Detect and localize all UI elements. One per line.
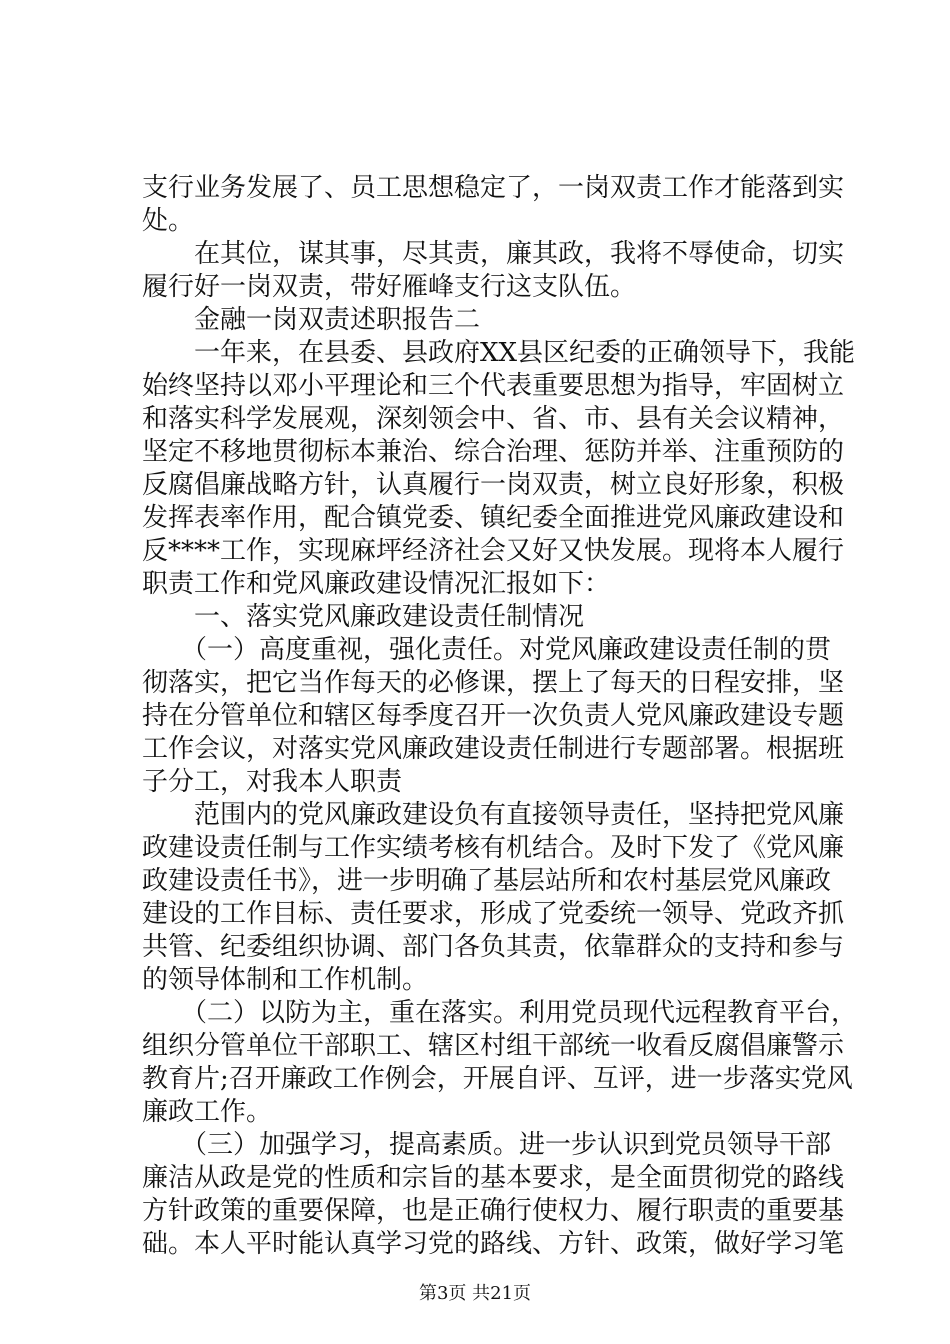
section-heading: 金融一岗双责述职报告二 bbox=[142, 305, 481, 335]
section-heading: 一、落实党风廉政建设责任制情况 bbox=[142, 602, 585, 632]
text-line: （三）加强学习，提高素质。进一步认识到党员领导干部 bbox=[142, 1130, 832, 1160]
text-line: 坚定不移地贯彻标本兼治、综合治理、惩防并举、注重预防的 bbox=[142, 437, 845, 467]
text-line: 反腐倡廉战略方针，认真履行一岗双责，树立良好形象，积极 bbox=[142, 470, 845, 500]
page-number-footer: 第3页 共21页 bbox=[418, 1283, 532, 1304]
text-line: 始终坚持以邓小平理论和三个代表重要思想为指导，牢固树立 bbox=[142, 371, 845, 401]
text-line: 的领导体制和工作机制。 bbox=[142, 965, 429, 995]
text-line: 一年来，在县委、县政府XX县区纪委的正确领导下，我能 bbox=[142, 338, 856, 368]
text-line: 础。本人平时能认真学习党的路线、方针、政策，做好学习笔 bbox=[142, 1229, 845, 1259]
text-line: 反****工作，实现麻坪经济社会又好又快发展。现将本人履行 bbox=[142, 536, 845, 566]
text-line: 政建设责任制与工作实绩考核有机结合。及时下发了《党风廉 bbox=[142, 833, 845, 863]
text-line: 彻落实，把它当作每天的必修课，摆上了每天的日程安排，坚 bbox=[142, 668, 845, 698]
text-line: 支行业务发展了、员工思想稳定了，一岗双责工作才能落到实 bbox=[142, 173, 845, 203]
text-line: 持在分管单位和辖区每季度召开一次负责人党风廉政建设专题 bbox=[142, 701, 845, 731]
text-line: 履行好一岗双责，带好雁峰支行这支队伍。 bbox=[142, 272, 637, 302]
text-line: 职责工作和党风廉政建设情况汇报如下： bbox=[142, 569, 611, 599]
text-line: 和落实科学发展观，深刻领会中、省、市、县有关会议精神， bbox=[142, 404, 845, 434]
text-line: 范围内的党风廉政建设负有直接领导责任，坚持把党风廉 bbox=[142, 800, 845, 830]
text-line: 组织分管单位干部职工、辖区村组干部统一收看反腐倡廉警示 bbox=[142, 1031, 845, 1061]
text-line: 方针政策的重要保障，也是正确行使权力、履行职责的重要基 bbox=[142, 1196, 845, 1226]
text-line: 共管、纪委组织协调、部门各负其责，依靠群众的支持和参与 bbox=[142, 932, 845, 962]
text-line: 廉洁从政是党的性质和宗旨的基本要求，是全面贯彻党的路线 bbox=[142, 1163, 845, 1193]
text-line: 建设的工作目标、责任要求，形成了党委统一领导、党政齐抓 bbox=[142, 899, 845, 929]
text-line: 廉政工作。 bbox=[142, 1097, 273, 1127]
text-line: 子分工，对我本人职责 bbox=[142, 767, 403, 797]
text-line: 工作会议，对落实党风廉政建设责任制进行专题部署。根据班 bbox=[142, 734, 845, 764]
text-line: 政建设责任书》，进一步明确了基层站所和农村基层党风廉政 bbox=[142, 866, 832, 896]
text-line: 教育片;召开廉政工作例会，开展自评、互评，进一步落实党风 bbox=[142, 1064, 853, 1094]
text-line: 在其位，谋其事，尽其责，廉其政，我将不辱使命，切实 bbox=[142, 239, 845, 269]
text-line: （一）高度重视，强化责任。对党风廉政建设责任制的贯 bbox=[142, 635, 832, 665]
text-line: 发挥表率作用，配合镇党委、镇纪委全面推进党风廉政建设和 bbox=[142, 503, 845, 533]
text-line: 处。 bbox=[142, 206, 195, 236]
text-line: （二）以防为主，重在落实。利用党员现代远程教育平台， bbox=[142, 998, 858, 1028]
